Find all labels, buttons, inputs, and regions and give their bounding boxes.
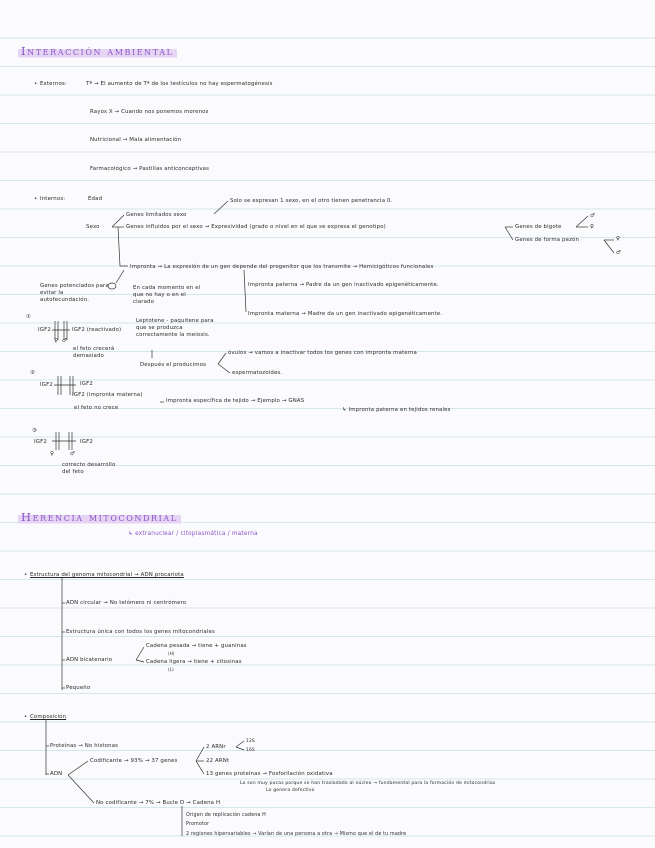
genes-potenciados-note: Genes potenciados para evitar la autofecundación. (40, 283, 109, 303)
internos-item: Edad (88, 196, 103, 202)
diagram-note: correcto desarrollo del feto (62, 462, 116, 475)
genes-limitados-desc: Solo se expresan 1 sexo, en el otro tienen penetrancia 0. (230, 198, 393, 204)
diagram-gene-right: IGF2 (reactivado) (72, 327, 122, 333)
cadena-ligera-tag: (L) (168, 667, 174, 672)
arnt: 22 ARNt (206, 758, 230, 764)
composicion-item: ADN (50, 771, 63, 777)
diagram-gene-left: IGF2 (34, 439, 47, 445)
diagram-gene-left: IGF2 (40, 382, 53, 388)
bullet-dot: • (24, 714, 28, 720)
cadena-ligera: Cadena ligera → tiene + citosinas (146, 659, 242, 665)
genes-limitados: Genes limitados sexo (126, 212, 187, 218)
male-symbol: ♂ (616, 250, 621, 256)
diagram-gene-right: IGF2 (80, 381, 93, 387)
bucle-item: Promotor (186, 822, 210, 827)
female-symbol: ♀ (616, 236, 621, 242)
female-symbol: ♀ (590, 224, 595, 230)
estructura-heading: Estructura del genoma mitocondrial → ADN procariota (30, 572, 184, 578)
genes-proteinas: 13 genes proteínas → Fosforilación oxidativa (206, 771, 333, 777)
sexo-label: Sexo (86, 224, 100, 230)
bucle-item: 2 regiones hipervariables → Varían de una persona a otra → Mismo que el de tu madre (186, 832, 407, 837)
composicion-item: Proteínas → No histonas (50, 743, 119, 749)
estructura-item: ADN bicatenario (66, 657, 113, 663)
impronta-especifica: Impronta específica de tejido → Ejemplo → GNAS (166, 398, 305, 404)
arnr-16s: 16S (246, 748, 255, 753)
diagram-number: ① (26, 314, 31, 320)
section-title-herencia: Herencia mitocondrial (18, 510, 181, 524)
externos-item: Farmacológico → Pastillas anticonceptivas (90, 166, 210, 172)
diagram-number: ③ (32, 428, 37, 434)
arnr-12s: 12S (246, 739, 255, 744)
externos-label: Externos: (40, 81, 67, 87)
bullet-dot: • (34, 196, 38, 202)
genes-bigote: Genes de bigote (515, 224, 562, 230)
section-subtitle: ↳ extranuclear / citoplasmática / materna (128, 531, 258, 537)
male-symbol: ♂ (70, 451, 75, 457)
impronta-paterna: Impronta paterna → Padre da un gen inactivado epigenéticamente. (248, 282, 439, 288)
diagram-note: el feto crecerá demasiado (73, 346, 115, 359)
female-symbol: ♀ (50, 451, 55, 457)
male-symbol: ♂ (62, 338, 67, 344)
diagram-gene-left: IGF2 (38, 327, 51, 333)
diagram-note: el feto no crece (74, 405, 119, 411)
genes-proteinas-note: Lo son muy pocas porque se han trasladado al núcleo → fundamental para la formación de mitocondrias (240, 781, 496, 786)
cadena-pesada: Cadena pesada → tiene + guaninas (146, 643, 247, 649)
female-symbol: ♀ (54, 338, 59, 344)
composicion-heading: Composición (30, 714, 67, 720)
leptotene-note: Leptotene - paquitene para que se produzca correctamente la meiosis. (136, 318, 214, 338)
bullet-dot: • (34, 81, 38, 87)
estructura-item: Pequeño (66, 685, 91, 691)
impronta-materna: Impronta materna → Madre da un gen inactivado epigenéticamente. (248, 311, 443, 317)
male-symbol: ♂ (590, 213, 595, 219)
section-title-interaccion: Interacción ambiental (18, 44, 177, 58)
despues-note: Después el producimos (140, 362, 207, 368)
bullet-dot: • (24, 572, 28, 578)
estructura-item: ADN circular → No telómero ni centrómero (66, 600, 187, 606)
genes-pezon: Genes de forma pezón (515, 237, 580, 243)
diagram-gene-note: IGF2 (impronta materna) (72, 392, 143, 398)
cadena-pesada-tag: (H) (168, 651, 175, 656)
genes-proteinas-note2: Lo genera defectivo (266, 788, 315, 793)
impronta-def: Impronta → La expresión de un gen depende del progenitor que los transmite → Hemicigóticos funcionales (130, 264, 434, 270)
externos-item: Rayos X → Cuando nos ponemos morenos (90, 109, 209, 115)
externos-item: Tª → El aumento de Tª de los testículos no hay espermatogénesis (86, 81, 273, 87)
ovulos-note: óvulos → vamos a inactivar todos los genes con impronta materna (228, 350, 417, 356)
internos-label: Internos: (40, 196, 66, 202)
bucle-item: Origen de replicación cadena H (186, 813, 266, 818)
diagram-number: ② (30, 370, 35, 376)
ciclo-note: En cada momento en el que no hay o en el clarado (133, 285, 201, 305)
codificante: Codificante → 93% → 37 genes (90, 758, 178, 764)
espermatozoides-note: espermatozoides. (232, 370, 283, 376)
genes-influidos: Genes influidos por el sexo → Expresividad (grado o nivel en el que se expresa el genotipo) (126, 224, 386, 230)
externos-item: Nutricional → Mala alimentación (90, 137, 182, 143)
estructura-item: Estructura única con todos los genes mitocondriales (66, 629, 215, 635)
arnr: 2 ARNr (206, 744, 226, 750)
no-codificante: No codificante → 7% → Bucle D → Cadena H (96, 800, 221, 806)
impronta-especifica-2: ↳ Impronta paterna en tejidos renales (342, 407, 451, 413)
diagram-gene-right: IGF2 (80, 439, 93, 445)
